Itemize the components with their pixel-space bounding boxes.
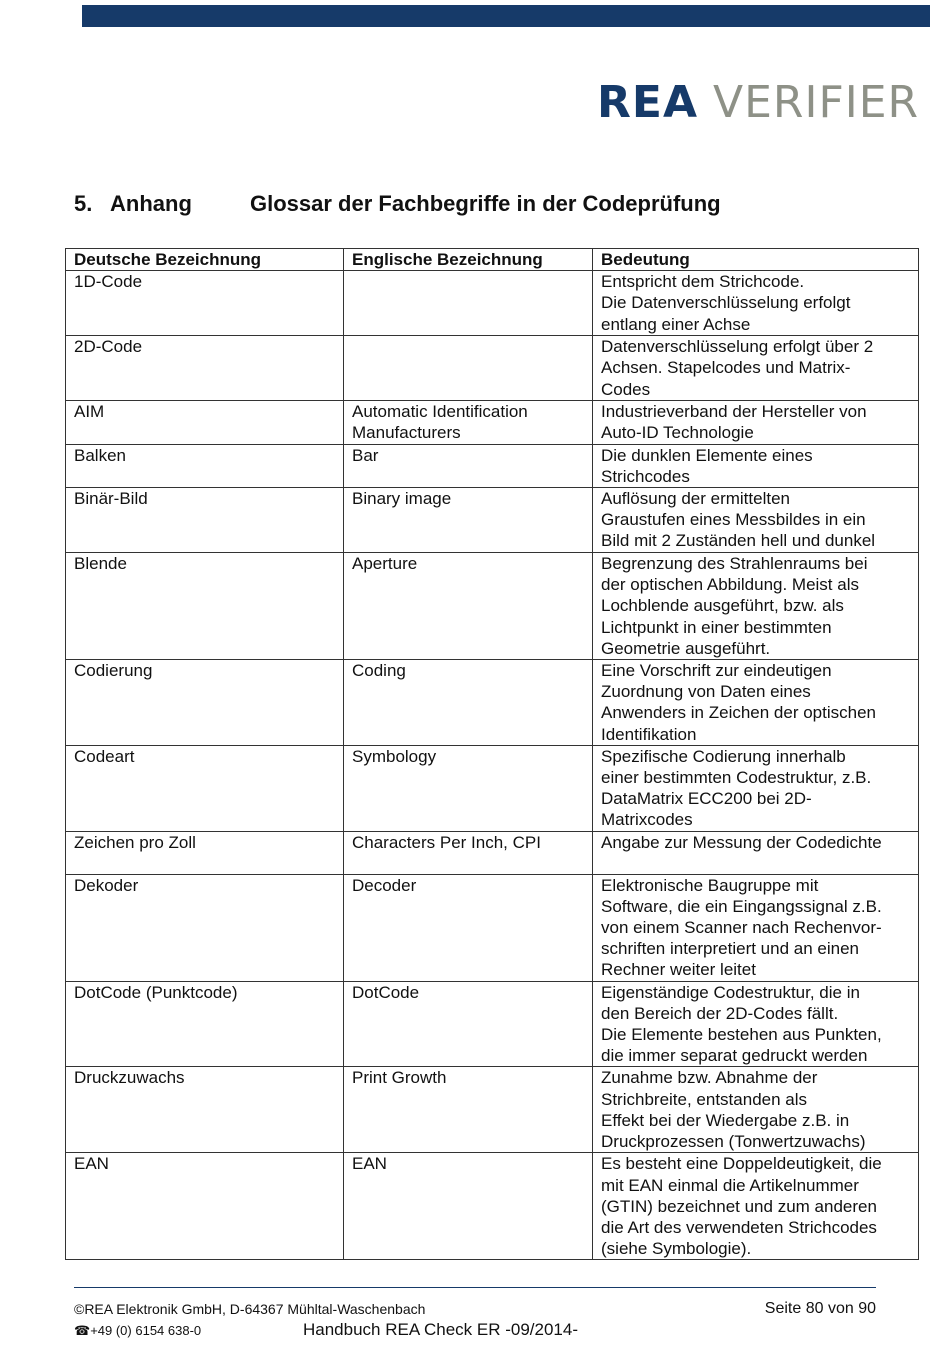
term-german: AIM [66,401,344,444]
table-row [66,1153,919,1260]
table-row [66,553,919,660]
table-row [66,981,919,1067]
section-number: 5. [74,191,93,216]
table-row [66,874,919,981]
glossary-body [66,271,919,1260]
rea-verifier-logo [597,78,919,128]
term-german: DotCode (Punktcode) [66,981,344,1067]
term-meaning: Angabe zur Messung der Codedichte [593,831,919,874]
term-german: Blende [66,553,344,660]
term-meaning: Die dunklen Elemente eines Strichcodes [593,444,919,487]
header-meaning: Bedeutung [593,249,919,271]
term-meaning: Datenverschlüsselung erfolgt über 2 Achsen. Stapelcodes und Matrix- Codes [593,336,919,401]
term-meaning: Eigenständige Codestruktur, die in den Bereich der 2D-Codes fällt. Die Elemente bestehen aus Punkten, die immer separat gedruckt werden [593,981,919,1067]
table-row [66,745,919,831]
term-english [344,271,593,336]
term-meaning: Spezifische Codierung innerhalb einer bestimmten Codestruktur, z.B. DataMatrix ECC200 bei 2D- Matrixcodes [593,745,919,831]
table-row [66,831,919,874]
section-label: Anhang [110,191,192,216]
table-row [66,271,919,336]
term-english [344,336,593,401]
section-title: Glossar der Fachbegriffe in der Codeprüfung [250,191,721,216]
term-meaning: Industrieverband der Hersteller von Auto-ID Technologie [593,401,919,444]
section-heading [74,190,721,218]
footer-copyright: ©REA Elektronik GmbH, D-64367 Mühltal-Waschenbach [74,1301,426,1317]
term-german: 1D-Code [66,271,344,336]
header-english: Englische Bezeichnung [344,249,593,271]
table-row [66,336,919,401]
logo-rea: REA [597,77,698,128]
table-header-row [66,249,919,271]
table-row [66,401,919,444]
footer-manual-title: Handbuch REA Check ER -09/2014- [303,1320,578,1339]
table-row [66,488,919,553]
term-german: EAN [66,1153,344,1260]
table-row [66,660,919,746]
term-english: Characters Per Inch, CPI [344,831,593,874]
term-english: Decoder [344,874,593,981]
term-english: Print Growth [344,1067,593,1153]
logo-verifier: VERIFIER [713,77,920,128]
term-english: Bar [344,444,593,487]
term-german: Binär-Bild [66,488,344,553]
term-english: EAN [344,1153,593,1260]
term-meaning: Es besteht eine Doppeldeutigkeit, die mit EAN einmal die Artikelnummer (GTIN) bezeichnet und zum anderen die Art des verwendeten Strichcodes (siehe Symbologie). [593,1153,919,1260]
term-english: Binary image [344,488,593,553]
term-english: DotCode [344,981,593,1067]
footer-divider [74,1287,876,1288]
header-bar [82,5,930,27]
term-german: Codierung [66,660,344,746]
term-english: Symbology [344,745,593,831]
term-meaning: Entspricht dem Strichcode. Die Datenverschlüsselung erfolgt entlang einer Achse [593,271,919,336]
table-row [66,444,919,487]
glossary-table [65,248,919,1260]
term-english: Coding [344,660,593,746]
term-english: Automatic Identification Manufacturers [344,401,593,444]
term-meaning: Eine Vorschrift zur eindeutigen Zuordnung von Daten eines Anwenders in Zeichen der optischen Identifikation [593,660,919,746]
term-german: Codeart [66,745,344,831]
term-german: Balken [66,444,344,487]
footer-page-number: Seite 80 von 90 [764,1300,876,1317]
term-german: 2D-Code [66,336,344,401]
table-row [66,1067,919,1153]
term-meaning: Zunahme bzw. Abnahme der Strichbreite, entstanden als Effekt bei der Wiedergabe z.B. in Druckprozessen (Tonwertzuwachs) [593,1067,919,1153]
term-english: Aperture [344,553,593,660]
term-meaning: Begrenzung des Strahlenraums bei der optischen Abbildung. Meist als Lochblende ausgeführt, bzw. als Lichtpunkt in einer bestimmten Geometrie ausgeführt. [593,553,919,660]
term-german: Druckzuwachs [66,1067,344,1153]
footer-phone: ☎+49 (0) 6154 638-0 [74,1323,202,1338]
term-meaning: Auflösung der ermittelten Graustufen eines Messbildes in ein Bild mit 2 Zuständen hell und dunkel [593,488,919,553]
term-meaning: Elektronische Baugruppe mit Software, die ein Eingangssignal z.B. von einem Scanner nach Rechenvor- schriften interpretiert und an einen Rechner weiter leitet [593,874,919,981]
header-german: Deutsche Bezeichnung [66,249,344,271]
term-german: Dekoder [66,874,344,981]
term-german: Zeichen pro Zoll [66,831,344,874]
